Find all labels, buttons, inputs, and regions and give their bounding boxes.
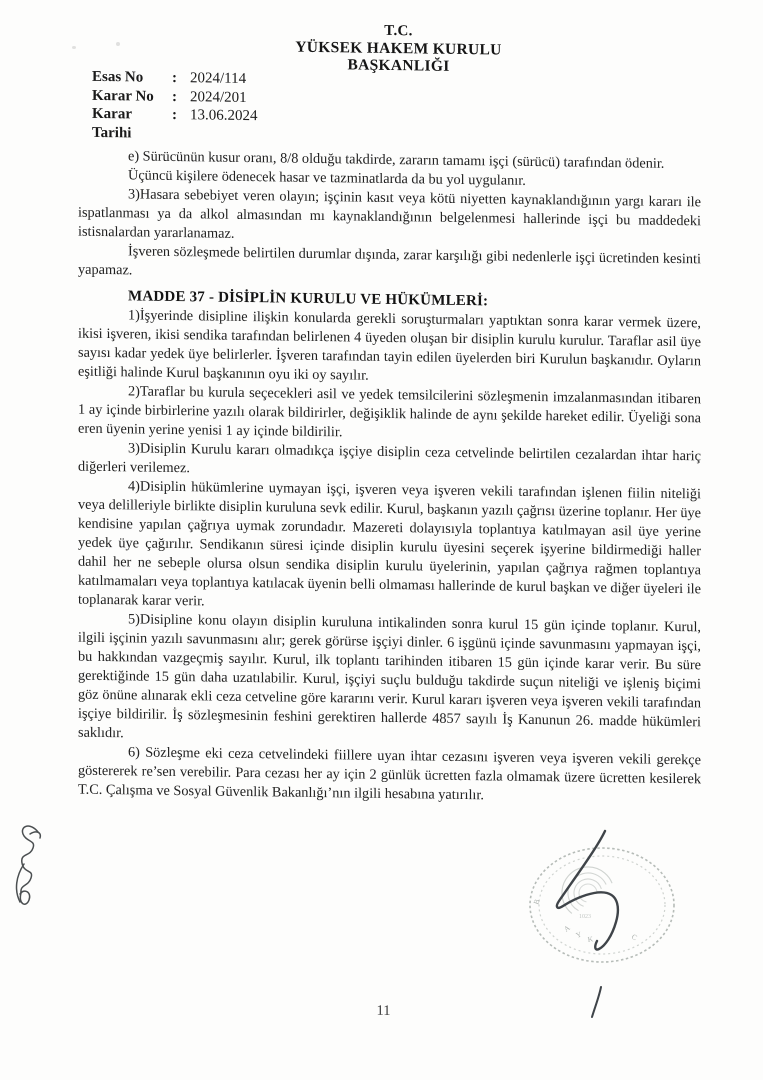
paragraph: İşveren sözleşmede belirtilen durumlar dışında, zarar karşılığı gibi nedenlerle işçi ücretinden kesinti yapamaz. bbox=[78, 243, 701, 279]
scan-speck bbox=[116, 42, 120, 46]
case-info-row bbox=[92, 68, 258, 89]
svg-text:B: B bbox=[531, 897, 542, 906]
case-info-value: 13.06.2024 bbox=[190, 107, 258, 125]
page-number: 11 bbox=[376, 1002, 391, 1020]
paragraph: e) Sürücünün kusur oranı, 8/8 olduğu takdirde, zararın tamamı işçi (sürücü) tarafından ödenir. bbox=[128, 148, 665, 172]
case-info-value: 2024/201 bbox=[190, 88, 247, 106]
svg-text:K: K bbox=[587, 934, 594, 944]
official-seal bbox=[455, 795, 705, 1065]
seal-outer-ring bbox=[530, 848, 674, 962]
paragraph: 3)Hasara sebebiyet veren olayın; işçinin kasıt veya kötü niyetten kaynaklandığının yargı kararı ile ispatlanması ya da alkol almasından mı kaynaklandığının belgelenmesi hallerinde işçi bu maddedeki istisnalardan yararlanamaz. bbox=[78, 186, 701, 242]
case-info-label: Karar Tarihi bbox=[92, 106, 132, 142]
paragraph: 4)Disiplin hükümlerine uymayan işçi, işveren veya işveren vekili tarafından işlenen fiilin niteliği veya delilleriyle birlikte disiplin kuruluna sevk edilir. Kurul, başkanın yazılı çağrısı üzerine toplanır. Her üye kendisine yapılan çağrıya uymak zorundadır. Mazereti dolayısıyla toplantıya katılmayan asil üye yerine yedek üye çağırılır. Sendikanın süresi içinde disiplin kurulu üyesini seçerek işyerine bildirmediği haller dahil her ne sebeple olursa olsun sendika disiplin kurulu üyelerinin, yapılan çağrıya rağmen toplantıya katılmamaları veya toplantıya katılacak üyenin belli olmaması hallerinde de kurul başkan ve diğer üyeleri ile toplanarak karar verir. bbox=[78, 478, 701, 610]
paragraph: 6) Sözleşme eki ceza cetvelindeki fiillere uyan ihtar cezasını işveren veya işveren vekili gerekçe göstererek re’sen verebilir. Para cezası her ay için 2 günlük ücretten fazla olmamak üzere ücretten kesilerek T.C. Çalışma ve Sosyal Güvenlik Bakanlığı’nın ilgili hesabına yatırılır. bbox=[78, 744, 701, 804]
section-heading: MADDE 37 - DİSİPLİN KURULU VE HÜKÜMLERİ: bbox=[128, 288, 489, 310]
case-info-row bbox=[92, 86, 258, 107]
case-info-label: Karar No bbox=[92, 87, 154, 105]
paragraph: 1)İşyerinde disipline ilişkin konularda gerekli soruşturmaları yaptıktan sonra karar vermek üzere, ikisi işveren, ikisi sendika tarafından belirlenen 4 üyeden oluşan bir disiplin kurulu kurulur. Taraflar asil üye sayısı kadar yedek üye belirlerler. İşveren tarafından tayin edilen üyelerden biri Kurulun başkanıdır. Oyların eşitliği halinde Kurul başkanının oyu iki oy sayılır. bbox=[78, 307, 701, 384]
case-info-separator: : bbox=[172, 69, 177, 87]
republic-abbreviation: T.C. bbox=[384, 22, 413, 40]
case-info-separator: : bbox=[172, 107, 177, 124]
case-info-row bbox=[92, 105, 258, 142]
scan-speck bbox=[72, 46, 76, 49]
svg-text:A: A bbox=[561, 923, 572, 934]
institution-name: YÜKSEK HAKEM KURULU bbox=[295, 38, 502, 59]
svg-text:C: C bbox=[630, 931, 639, 943]
paragraph: 5)Disipline konu olayın disiplin kuruluna intikalinden sonra kurul 15 gün içinde toplanır. Kurul, ilgili işçinin yazılı savunmasını alır; gerek görürse işçiyi dinler. 6 işgünü içinde savunmasını yapmayan işçi, bu hakkından vazgeçmiş sayılır. Kurul, ilk toplantı tarihinden itibaren 15 gün içinde karar verir. Bu süre gerektiğinde 15 gün daha uzatılabilir. Kurul, işçiyi suçlu bulduğu takdirde suçun niteliği ve işleniş biçimi göz önüne alınarak ekli ceza cetveline göre kararını verir. Kurul kararı işveren veya işveren vekili tarafından işçiye bildirilir. İş sözleşmesinin feshini gerektiren hallerde 4857 sayılı İş Kanunun 26. madde hükümleri saklıdır. bbox=[78, 611, 701, 742]
case-info-label: Esas No bbox=[92, 68, 144, 86]
signature-tail bbox=[592, 987, 601, 1017]
document-body bbox=[78, 147, 701, 809]
svg-text:1023: 1023 bbox=[579, 914, 591, 920]
case-info-separator: : bbox=[172, 88, 177, 105]
case-info-block bbox=[92, 68, 258, 142]
institution-office: BAŞKANLIĞI bbox=[347, 56, 450, 75]
paragraph: 2)Taraflar bu kurula seçecekleri asil ve yedek temsilcilerini sözleşmenin imzalanmasından itibaren 1 ay içinde birbirlerine yazılı olarak bildirirler, değişiklik halinde de aynı şekilde hareket edilir. Üyeliği sona eren üyenin yerine yenisi 1 ay içinde bildirilir. bbox=[78, 383, 701, 441]
seal-rim-letters bbox=[531, 898, 638, 944]
paragraph: Üçüncü kişilere ödenecek hasar ve tazminatlarda da bu yol uygulanır. bbox=[128, 167, 526, 189]
svg-text:Y: Y bbox=[574, 929, 583, 940]
paragraph: 3)Disiplin Kurulu kararı olmadıkça işçiye disiplin ceza cetvelinde belirtilen cezalardan ihtar hariç diğerleri verilemez. bbox=[78, 440, 701, 477]
margin-initials-paraph bbox=[0, 818, 60, 918]
case-info-value: 2024/114 bbox=[190, 70, 247, 87]
